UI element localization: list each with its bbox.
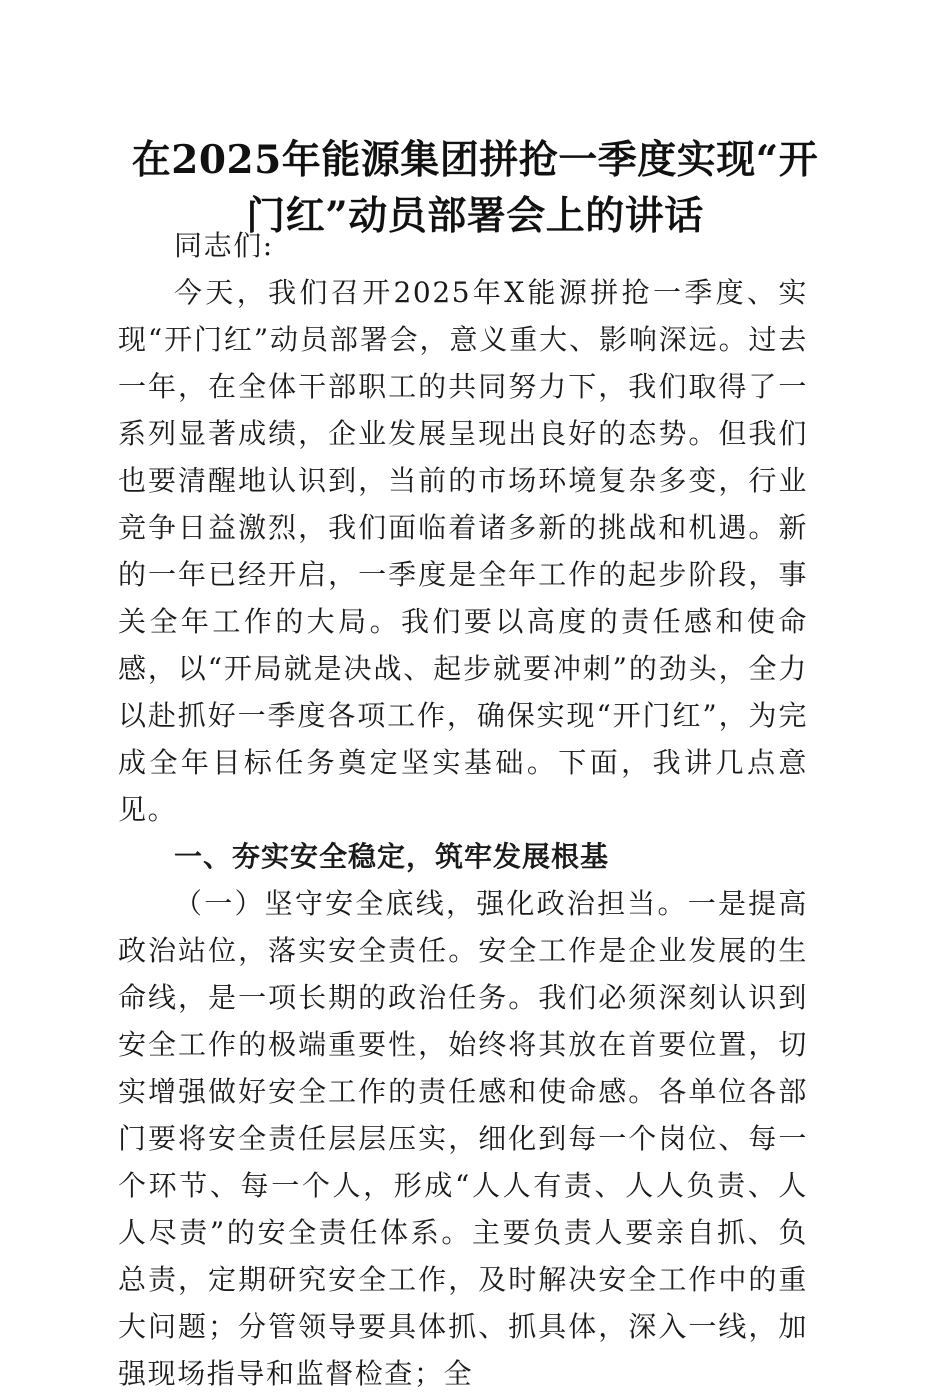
document-body: [118, 222, 808, 1397]
section-heading: 一、夯实安全稳定，筑牢发展根基: [174, 840, 610, 873]
document-title: 在2025年能源集团拼抢一季度实现“开门红”动员部署会上的讲话: [131, 137, 819, 239]
opening-paragraph: 今天，我们召开2025年X能源拼抢一季度、实现“开门红”动员部署会，意义重大、影响深远。过去一年，在全体干部职工的共同努力下，我们取得了一系列显著成绩，企业发展呈现出良好的态势。但我们也要清醒地认识到，当前的市场环境复杂多变，行业竞争日益激烈，我们面临着诸多新的挑战和机遇。新的一年已经开启，一季度是全年工作的起步阶段，事关全年工作的大局。我们要以高度的责任感和使命感，以“开局就是决战、起步就要冲刺”的劲头，全力以赴抓好一季度各项工作，确保实现“开门红”，为完成全年目标任务奠定坚实基础。下面，我讲几点意见。: [118, 276, 808, 826]
subsection-paragraph: （一）坚守安全底线，强化政治担当。一是提高政治站位，落实安全责任。安全工作是企业发展的生命线，是一项长期的政治任务。我们必须深刻认识到安全工作的极端重要性，始终将其放在首要位置，切实增强做好安全工作的责任感和使命感。各单位各部门要将安全责任层层压实，细化到每一个岗位、每一个环节、每一个人，形成“人人有责、人人负责、人人尽责”的安全责任体系。主要负责人要亲自抓、负总责，定期研究安全工作，及时解决安全工作中的重大问题；分管领导要具体抓、抓具体，深入一线，加强现场指导和监督检查；全: [118, 887, 808, 1390]
salutation: 同志们:: [174, 229, 274, 262]
